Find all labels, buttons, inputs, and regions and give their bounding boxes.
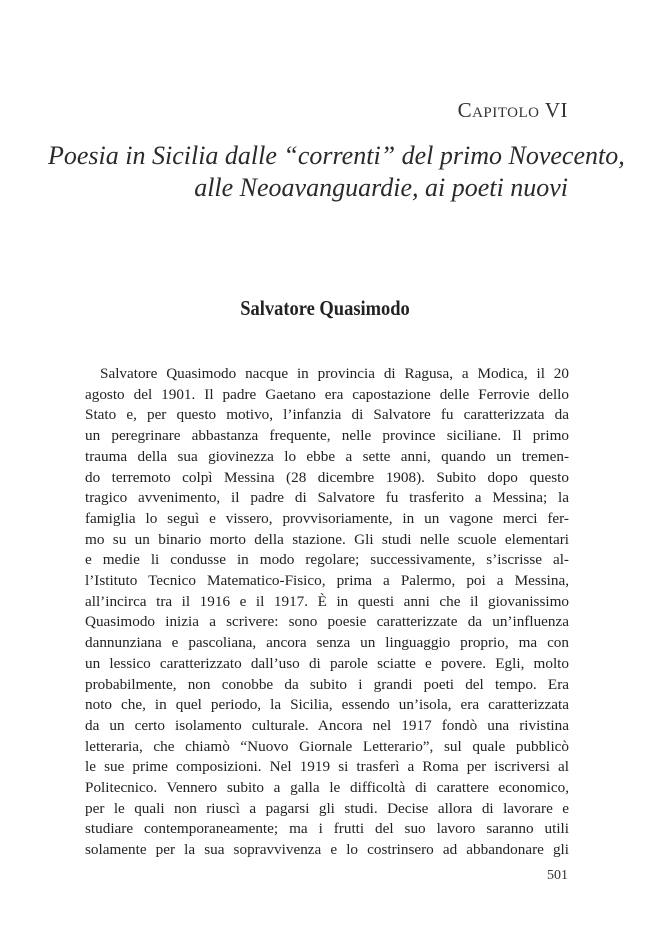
text-line: Salvatore Quasimodo nacque in provincia di Ragusa, a Modica, il 20 bbox=[100, 365, 569, 382]
text-line: l’Istituto Tecnico Matematico-Fisico, prima a Palermo, poi a Messina, bbox=[85, 572, 569, 590]
text-line: per le quali non riuscì a pagarsi gli studi. Decise allora di lavorare e bbox=[85, 799, 569, 817]
text-line: letteraria, che chiamò “Nuovo Giornale Letterario”, sul quale pubblicò bbox=[85, 737, 569, 755]
text-line: da un certo isolamento culturale. Ancora nel 1917 fondò una rivistina bbox=[85, 716, 569, 734]
chapter-title bbox=[48, 140, 625, 204]
text-line: trauma della sua giovinezza lo ebbe a sette anni, quando un tremen- bbox=[85, 447, 569, 465]
text-line: Quasimodo inizia a scrivere: sono poesie caratterizzate da un’influenza bbox=[85, 613, 569, 631]
text-line: mo su un binario morto della stazione. Gli studi nelle scuole elementari bbox=[85, 530, 569, 548]
text-line: agosto del 1901. Il padre Gaetano era capostazione delle Ferrovie dello bbox=[85, 385, 569, 403]
text-line: un lessico caratterizzato dall’uso di parole sciatte e povere. Egli, molto bbox=[85, 654, 569, 672]
text-line: un peregrinare abbastanza frequente, nelle province siciliane. Il primo bbox=[85, 427, 569, 445]
chapter-label: Capitolo VI bbox=[457, 98, 568, 122]
text-line: tragico avvenimento, il padre di Salvatore fu trasferito a Messina; la bbox=[85, 489, 569, 507]
text-line: noto che, in quel periodo, la Sicilia, essendo un’isola, era caratterizzata bbox=[85, 696, 569, 714]
text-line: le sue prime composizioni. Nel 1919 si trasferì a Roma per iscriversi al bbox=[85, 758, 569, 776]
text-line: studiare contemporaneamente; ma i frutti del suo lavoro saranno utili bbox=[85, 820, 569, 838]
text-line: famiglia lo seguì e vissero, provvisoriamente, in un vagone merci fer- bbox=[85, 509, 569, 527]
text-line: do terremoto colpì Messina (28 dicembre 1908). Subito dopo questo bbox=[85, 468, 569, 486]
text-line: Stato e, per questo motivo, l’infanzia di Salvatore fu caratterizzata da bbox=[85, 406, 569, 424]
text-line: dannunziana e pascoliana, ancora senza un linguaggio proprio, ma con bbox=[85, 634, 569, 652]
chapter-title-line: Poesia in Sicilia dalle “correnti” del primo Novecento, bbox=[48, 141, 625, 170]
text-line: Politecnico. Vennero subito a galla le difficoltà di carattere economico, bbox=[85, 779, 569, 797]
page-number: 501 bbox=[547, 868, 568, 883]
text-line: e medie li condusse in modo regolare; successivamente, s’iscrisse al- bbox=[85, 551, 569, 569]
chapter-title-line: alle Neoavanguardie, ai poeti nuovi bbox=[194, 173, 568, 202]
text-line: solamente per la sua sopravvivenza e lo costrinsero ad abbandonare gli bbox=[85, 841, 569, 859]
text-line: all’incirca tra il 1916 e il 1917. È in questi anni che il giovanissimo bbox=[85, 592, 569, 610]
section-heading: Salvatore Quasimodo bbox=[240, 296, 410, 320]
body-paragraph bbox=[85, 364, 569, 861]
text-line: probabilmente, non conobbe da subito i grandi poeti del tempo. Era bbox=[85, 675, 569, 693]
